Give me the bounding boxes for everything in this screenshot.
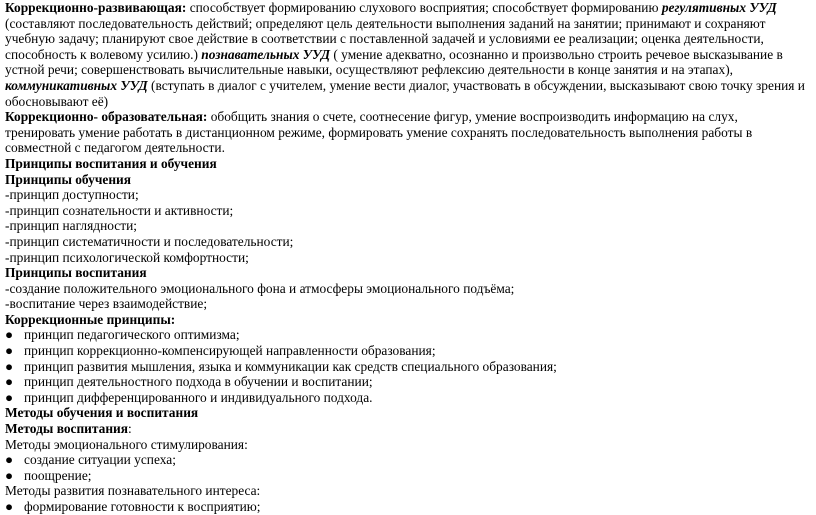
correction-principles-heading: Коррекционные принципы:: [5, 311, 176, 327]
bullet-icon: ●: [5, 467, 14, 483]
teaching-principles-heading: Принципы обучения: [5, 171, 131, 187]
interest-method-text: формирование готовности к восприятию;: [24, 499, 261, 514]
bullet-icon: ●: [5, 343, 14, 359]
regulatory-uud-term: регулятивных УУД: [661, 0, 777, 15]
correction-principle-item: [5, 343, 811, 359]
correction-principle-item: [5, 390, 811, 406]
bullet-icon: ●: [5, 389, 14, 405]
emotional-method-text: создание ситуации успеха;: [24, 452, 176, 468]
cognitive-uud-term: познавательных УУД: [201, 46, 331, 62]
bullet-icon: ●: [5, 374, 14, 390]
emotional-method-item: [5, 452, 811, 468]
correction-principle-text: принцип коррекционно-компенсирующей направленности образования;: [24, 343, 436, 359]
teaching-principle-item: -принцип наглядности;: [5, 218, 137, 234]
korr-razv-text-2: (составляют последовательность действий; определяют цель деятельности выполнения заданий на занятии; принимают и сохраняют учебную задачу; планируют свое действие в соответствии с поставленной задачей и условиями ее реализации; оценка деятельности, способность к волевому усилию.): [5, 15, 766, 62]
bullet-icon: ●: [5, 327, 14, 343]
upbringing-methods-colon: :: [128, 421, 132, 437]
upbringing-principles-heading: Принципы воспитания: [5, 265, 147, 281]
upbringing-methods-heading: [5, 421, 811, 437]
korr-obr-text: обобщить знания о счете, соотнесение фигур, умение воспроизводить информацию на слух, тренировать умение работать в дистанционном режиме, формировать умение сохранять последовательность выполнения работы в совместной с педагогом деятельности.: [5, 109, 753, 156]
emotional-method-item: [5, 468, 811, 484]
bullet-icon: ●: [5, 499, 14, 514]
teaching-principle-item: -принцип психологической комфортности;: [5, 249, 249, 265]
bullet-icon: ●: [5, 452, 14, 468]
emotional-method-text: поощрение;: [24, 467, 92, 483]
korrektsionno-obrazovatelnaya-paragraph: [5, 109, 811, 156]
correction-principle-text: принцип развития мышления, языка и коммуникации как средств специального образования;: [24, 358, 557, 374]
correction-principle-text: принцип дифференцированного и индивидуального подхода.: [24, 389, 373, 405]
korrektsionno-razvivayushchaya-paragraph: [5, 0, 811, 109]
upbringing-principle-item: -создание положительного эмоционального фона и атмосферы эмоционального подъёма;: [5, 280, 515, 296]
bullet-icon: ●: [5, 358, 14, 374]
korr-obr-label: Коррекционно- образовательная:: [5, 109, 208, 125]
korr-razv-text-1: способствует формированию слухового восприятия; способствует формированию: [186, 0, 662, 15]
correction-principle-text: принцип педагогического оптимизма;: [24, 327, 240, 343]
correction-principle-item: [5, 374, 811, 390]
document-body: [5, 0, 811, 515]
interest-methods-heading: Методы развития познавательного интереса:: [5, 483, 261, 499]
upbringing-methods-label: Методы воспитания: [5, 421, 129, 437]
methods-heading: Методы обучения и воспитания: [5, 405, 199, 421]
korr-razv-label: Коррекционно-развивающая:: [5, 0, 187, 15]
communicative-uud-term: коммуникативных УУД: [5, 77, 148, 93]
korr-razv-text-3: ( умение адекватно, осознанно и произвольно строить речевое высказывание в устной речи; совершенствовать вычислительные навыки, осуществляют рефлексию деятельности в конце занятия и на этапах),: [5, 46, 783, 78]
teaching-principle-item: -принцип сознательности и активности;: [5, 202, 234, 218]
correction-principle-text: принцип деятельностного подхода в обучении и воспитании;: [24, 374, 373, 390]
korr-razv-text-4: (вступать в диалог с учителем, умение вести диалог, участвовать в обсуждении, высказывают свою точку зрения и обосновывают её): [5, 77, 805, 109]
teaching-principle-item: -принцип доступности;: [5, 187, 139, 203]
correction-principle-item: [5, 327, 811, 343]
correction-principle-item: [5, 359, 811, 375]
upbringing-principle-item: -воспитание через взаимодействие;: [5, 296, 208, 312]
principles-heading: Принципы воспитания и обучения: [5, 155, 217, 171]
emotional-methods-heading: Методы эмоционального стимулирования:: [5, 436, 248, 452]
interest-method-item: [5, 499, 811, 515]
teaching-principle-item: -принцип систематичности и последовательности;: [5, 233, 294, 249]
